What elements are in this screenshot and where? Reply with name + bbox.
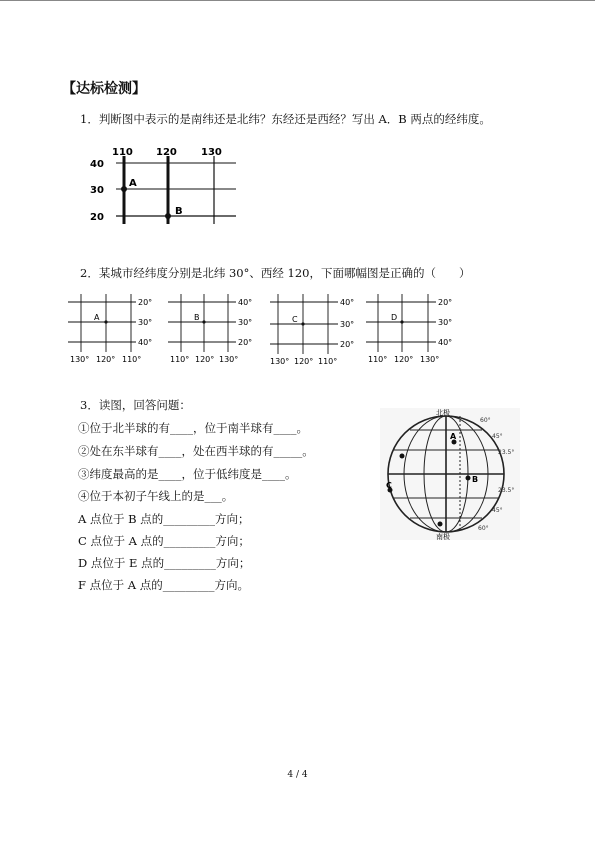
q1-point-a-label: A: [129, 178, 137, 189]
q1-left-label-30: 30: [90, 185, 104, 196]
q2-d-right-label: 30°: [438, 318, 453, 327]
q2-c-bottom-label: 110°: [318, 357, 338, 366]
q2-diagram-a: [68, 294, 168, 366]
q3-line-2: ②处在东半球有____，处在西半球的有_____。: [78, 444, 314, 458]
question-3-text: 3．读图，回答问题：: [80, 398, 191, 412]
header-rule: [0, 0, 595, 1]
q1-top-label-130: 130: [201, 147, 222, 158]
svg-text:23.5°: 23.5°: [498, 449, 515, 456]
globe-point-b-label: B: [472, 475, 479, 484]
q1-top-label-120: 120: [156, 147, 177, 158]
q1-grid-diagram: [86, 146, 246, 230]
q3-globe-diagram: [380, 408, 520, 540]
page-number: 4 / 4: [287, 770, 308, 780]
q2-d-bottom-label: 130°: [420, 355, 440, 364]
q2-d-point-label: D: [391, 313, 398, 322]
q2-b-right-label: 40°: [238, 298, 253, 307]
q2-a-right-label: 20°: [138, 298, 153, 307]
q1-left-label-40: 40: [90, 159, 104, 170]
q2-c-bottom-label: 130°: [270, 357, 290, 366]
q3-line-5: A 点位于 B 点的_________方向；: [78, 512, 250, 526]
svg-text:23.5°: 23.5°: [498, 487, 515, 494]
globe-south-pole-label: 南极: [436, 533, 450, 540]
globe-point-c-label: C: [386, 481, 392, 490]
q2-d-bottom-label: 120°: [394, 355, 414, 364]
q3-line-7: D 点位于 E 点的_________方向；: [78, 556, 251, 570]
q2-a-bottom-label: 110°: [122, 355, 142, 364]
q3-line-3: ③纬度最高的是____，位于低纬度是____。: [78, 467, 297, 481]
q2-b-right-label: 20°: [238, 338, 253, 347]
q2-a-right-label: 30°: [138, 318, 153, 327]
q2-b-bottom-label: 110°: [170, 355, 190, 364]
q3-line-6: C 点位于 A 点的_________方向；: [78, 534, 250, 548]
q2-diagram-c: [270, 294, 370, 366]
globe-point-a-label: A: [450, 432, 457, 441]
svg-text:60°: 60°: [478, 525, 489, 532]
q2-c-right-label: 30°: [340, 320, 355, 329]
q3-line-8: F 点位于 A 点的_________方向。: [78, 578, 249, 592]
globe-north-pole-label: 北极: [436, 409, 450, 417]
q2-d-right-label: 20°: [438, 298, 453, 307]
q2-c-point-label: C: [292, 315, 298, 324]
q2-a-right-label: 40°: [138, 338, 153, 347]
q2-b-bottom-label: 130°: [219, 355, 239, 364]
q2-d-bottom-label: 110°: [368, 355, 388, 364]
question-1-text: 1．判断图中表示的是南纬还是北纬？东经还是西经？写出 A．B 两点的经纬度。: [80, 112, 491, 126]
q3-line-4: ④位于本初子午线上的是___。: [78, 489, 234, 503]
q3-line-1: ①位于北半球的有____，位于南半球有____。: [78, 421, 308, 435]
q2-c-right-label: 20°: [340, 340, 355, 349]
q2-c-right-label: 40°: [340, 298, 355, 307]
q2-diagram-d: [366, 294, 466, 366]
q1-left-label-20: 20: [90, 212, 104, 223]
q2-a-bottom-label: 120°: [96, 355, 116, 364]
q1-point-b-marker: [165, 213, 171, 219]
question-2-text: 2．某城市经纬度分别是北纬 30°、西经 120，下面哪幅图是正确的（ ）: [80, 266, 471, 280]
q2-b-bottom-label: 120°: [195, 355, 215, 364]
section-title: 【达标检测】: [62, 81, 146, 97]
q1-point-a-marker: [121, 186, 127, 192]
q2-b-point-label: B: [194, 313, 200, 322]
svg-text:60°: 60°: [480, 417, 491, 424]
q1-point-b-label: B: [175, 206, 183, 217]
q2-a-point-label: A: [94, 313, 100, 322]
q2-d-right-label: 40°: [438, 338, 453, 347]
q1-top-label-110: 110: [112, 147, 133, 158]
q2-c-bottom-label: 120°: [294, 357, 314, 366]
q2-a-bottom-label: 130°: [70, 355, 90, 364]
svg-text:45°: 45°: [492, 507, 503, 514]
q2-diagram-b: [168, 294, 268, 366]
q2-b-right-label: 30°: [238, 318, 253, 327]
svg-text:45°: 45°: [492, 433, 503, 440]
